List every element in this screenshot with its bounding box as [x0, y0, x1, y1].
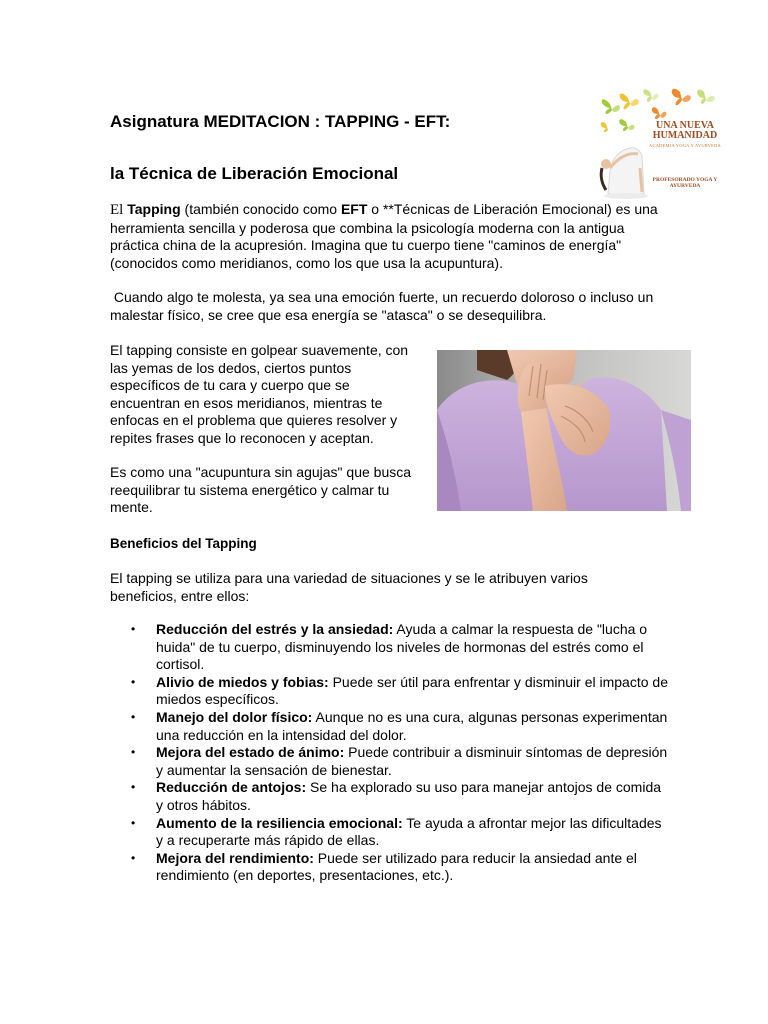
- list-item: [110, 621, 670, 674]
- benefit-text: Puede ser útil para enfrentar y disminuir el impacto de miedos específicos.: [156, 673, 668, 708]
- intro-text-1: (también conocido como: [180, 201, 341, 217]
- benefits-intro: El tapping se utiliza para una variedad de situaciones y se le atribuyen varios beneficios, entre ellos:: [110, 570, 588, 604]
- butterfly-icon: [601, 122, 608, 132]
- logo-tagline: PROFESORADO YOGA Y AYURVEDA: [652, 177, 718, 189]
- benefit-label: Mejora del estado de ánimo:: [156, 744, 345, 761]
- butterfly-icon: [672, 89, 691, 106]
- benefit-text: Te ayuda a afrontar mejor las dificultades y a recuperarte más rápido de ellas.: [156, 814, 662, 849]
- bullet-icon: •: [131, 815, 136, 830]
- intro-eft-term: EFT: [340, 201, 368, 217]
- technique-paragraph: El tapping consiste en golpear suavemente, con las yemas de los dedos, ciertos puntos específicos de tu cara y cuerpo que se encuentran en esos meridianos, mientras te enfocas en el problema que quieres resolver y repites frases que lo reconocen y aceptan.: [110, 342, 409, 446]
- logo-subtitle: ACADEMIA YOGA Y AYURVEDA: [649, 143, 721, 148]
- intro-paragraph: [110, 201, 670, 272]
- intro-text-2: o **Técnicas de Liberación Emocional) es una herramienta sencilla y poderosa que combina la psicología moderna con la antigua práctica china de la acupresión. Imagina que tu cuerpo tiene "caminos de energía" (conocidos como meridianos, como los que usa la acupuntura).: [110, 201, 658, 271]
- butterfly-icon: [620, 94, 639, 110]
- benefit-label: Mejora del rendimiento:: [156, 849, 314, 866]
- list-item: [110, 815, 670, 850]
- bullet-icon: •: [131, 709, 136, 724]
- document-subtitle: la Técnica de Liberación Emocional: [110, 164, 399, 183]
- yoga-figure-icon: [601, 148, 648, 199]
- butterfly-icon: [619, 119, 634, 131]
- logo-title: UNA NUEVA HUMANIDAD: [652, 120, 718, 141]
- intro-tapping-term: Tapping: [127, 201, 181, 217]
- bullet-icon: •: [131, 674, 136, 689]
- bullet-icon: •: [131, 850, 136, 865]
- benefit-label: Reducción del estrés y la ansiedad:: [156, 621, 394, 637]
- butterfly-icon: [697, 90, 715, 104]
- academy-logo: [596, 84, 724, 202]
- benefit-text: Se ha explorado su uso para manejar antojos de comida y otros hábitos.: [156, 779, 662, 813]
- list-item: [110, 744, 670, 779]
- benefit-text: Aunque no es una cura, algunas personas experimentan una reducción en la intensidad del dolor.: [156, 708, 668, 743]
- butterfly-icon: [643, 89, 658, 102]
- benefit-label: Manejo del dolor físico:: [156, 708, 313, 725]
- acupuncture-paragraph: Es como una "acupuntura sin agujas" que busca reequilibrar tu sistema energético y calmar tu mente.: [110, 464, 412, 516]
- benefits-list: [110, 621, 670, 885]
- tapping-photo: [437, 350, 691, 511]
- document-title: Asignatura MEDITACION : TAPPING - EFT:: [110, 112, 451, 131]
- benefit-label: Aumento de la resiliencia emocional:: [156, 814, 403, 831]
- butterfly-icon: [602, 99, 620, 114]
- energy-paragraph: Cuando algo te molesta, ya sea una emoción fuerte, un recuerdo doloroso o incluso un malestar físico, se cree que esa energía se "atasca" o se desequilibra.: [110, 289, 658, 323]
- list-item: [110, 709, 670, 744]
- benefit-label: Alivio de miedos y fobias:: [156, 673, 329, 690]
- butterfly-icon: [652, 107, 667, 119]
- benefit-text: Puede ser utilizado para reducir la ansiedad ante el rendimiento (en deportes, presentaciones, etc.).: [156, 849, 637, 884]
- woman-tapping-collarbone-photo-icon: [437, 350, 691, 511]
- benefit-label: Reducción de antojos:: [156, 779, 307, 796]
- bullet-icon: •: [131, 780, 136, 795]
- bullet-icon: •: [131, 622, 136, 636]
- benefit-text: Puede contribuir a disminuir síntomas de depresión y aumentar la sensación de bienestar.: [156, 744, 668, 778]
- benefits-heading: Beneficios del Tapping: [110, 536, 257, 551]
- list-item: [110, 674, 670, 709]
- intro-el: El: [110, 202, 124, 218]
- bullet-icon: •: [131, 745, 136, 760]
- list-item: [110, 850, 670, 885]
- list-item: [110, 779, 670, 814]
- benefit-text: Ayuda a calmar la respuesta de "lucha o huida" de tu cuerpo, disminuyendo los niveles de hormonas del estrés como el cortisol.: [156, 621, 648, 673]
